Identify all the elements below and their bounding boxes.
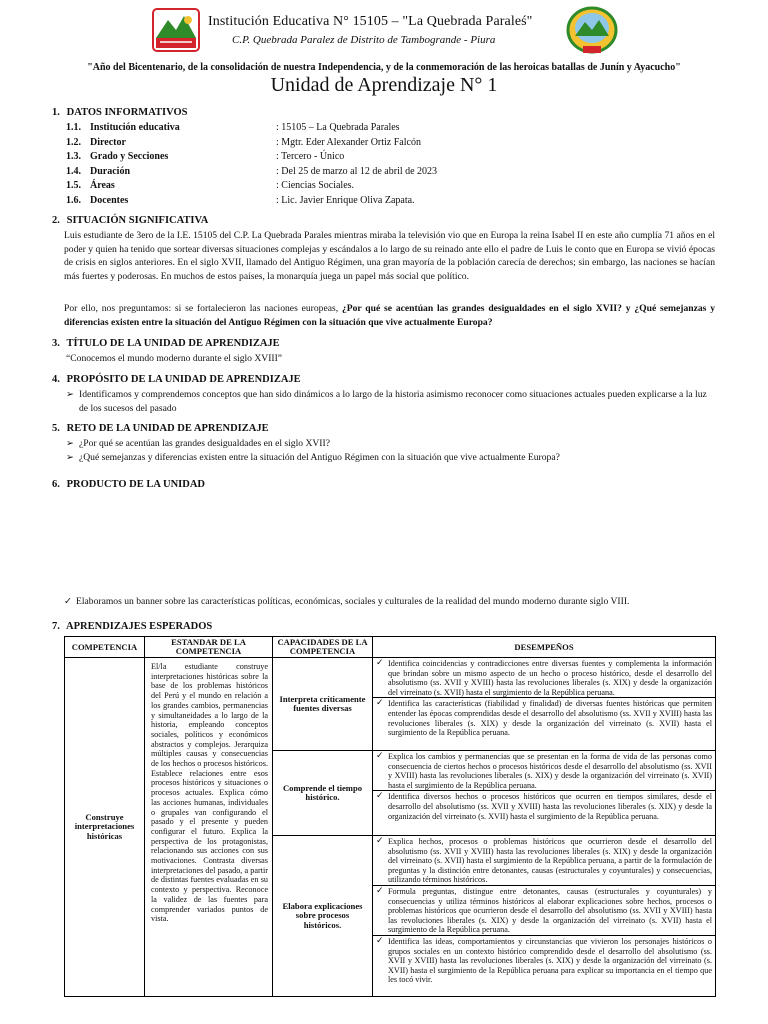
section-4-heading <box>52 374 301 385</box>
desempeno-item <box>373 935 715 985</box>
header-estandar: ESTANDAR DE LA COMPETENCIA <box>145 637 273 658</box>
datos-label: Áreas <box>90 180 115 191</box>
desempeno-text: Identifica diversos hechos o procesos históricos que ocurren en tiempos similares, desde el desarrollo del absolutismo (ss. XVII y XVIII) hasta las revoluciones liberales (s. XIX) y desde la organización del virreinato (s. XVII) hasta el surgimiento de la República peruana. <box>388 792 712 821</box>
header-capacidades: CAPACIDADES DE LA COMPETENCIA <box>273 637 373 658</box>
datos-num: 1.4. <box>66 165 81 177</box>
estandar-cell: El/la estudiante construye interpretaciones históricas sobre la base de los problemas históricos del Perú y el mundo en relación a los grandes cambios, permanencias y simultaneidades a lo largo de la historia, empleando conceptos sociales, políticos y económicos abstractos y complejos. Jerarquiza múltiples causas y consecuencias de los hechos o procesos históricos. Establece relaciones entre esos procesos históricos y situaciones o procesos actuales. Explica cómo las acciones humanas, individuales o grupales van configurando el pasado y el presente y pueden configurar el futuro. Explica la perspectiva de los protagonistas, relacionando sus acciones con sus motivaciones. Contrasta diversas interpretaciones del pasado, a partir de distintas fuentes evaluadas en su contexto y perspectiva. Reconoce la validez de las fuentes para comprender variados puntos de vista. <box>145 658 273 997</box>
section-title: PRODUCTO DE LA UNIDAD <box>66 479 205 490</box>
datos-value: : Mgtr. Eder Alexander Ortiz Falcón <box>276 136 421 148</box>
desempeno-item <box>373 658 715 697</box>
datos-label: Duración <box>90 165 130 177</box>
datos-value: : Tercero - Único <box>276 151 345 162</box>
section-number: 3. <box>52 338 60 349</box>
desempenos-cell <box>373 751 716 836</box>
capacidad-cell: Comprende el tiempo histórico. <box>273 751 373 836</box>
section-6-heading <box>52 479 205 490</box>
datos-value: : Del 25 de marzo al 12 de abril de 2023 <box>276 165 438 177</box>
arrow-bullet-icon: ➢ <box>66 389 75 400</box>
section-number: 4. <box>52 374 60 385</box>
year-motto: "Año del Bicentenario, de la consolidación de nuestra Independencia, y de la conmemoración de las heroicas batallas de Junín y Ayacucho" <box>87 62 681 73</box>
checkmark-icon: ✓ <box>376 750 384 760</box>
desempeno-text: Explica los cambios y permanencias que se presentan en la forma de vida de las personas como consecuencia de ciertos hechos o procesos históricos desde el desarrollo del absolutismo (ss. XVII y XVIII) hasta las revoluciones liberales (s. XIX) y desde la organización del virreinato (s. XVII) hasta el surgimiento de la República peruana. <box>388 752 712 790</box>
desempeno-item <box>373 790 715 821</box>
desempeno-item <box>373 697 715 737</box>
section-3-heading <box>52 338 280 349</box>
datos-value: : Lic. Javier Enrique Oliva Zapata. <box>276 194 415 206</box>
unit-title: Unidad de Aprendizaje N° 1 <box>270 74 498 96</box>
datos-label: Director <box>90 136 126 148</box>
section-title: TÍTULO DE LA UNIDAD DE APRENDIZAJE <box>66 338 280 349</box>
section-7-heading <box>52 621 212 632</box>
proposito-item <box>66 388 716 415</box>
checkmark-icon: ✓ <box>376 884 384 895</box>
right-school-logo <box>565 6 619 56</box>
datos-value: : 15105 – La Quebrada Parales <box>276 122 400 133</box>
left-school-logo <box>152 8 200 52</box>
situacion-questions <box>64 302 715 329</box>
datos-num: 1.6. <box>66 194 81 206</box>
situacion-paragraph: Luis estudiante de 3ero de la I.E. 15105 del C.P. La Quebrada Parales mientras miraba la televisión vio que en Europa la reina Isabel II en este año cumplía 71 años en el poder y quien ha tenido que sortear diversas situaciones complejas y escándalos a lo largo de su reinado ante ello el padre de Luis le conto que en Europa se vivió épocas de crisis en siglos anteriores. En el siglo XVII, llamado del Antiguo Régimen, una gran mayoría de la población carecía de derechos; sin embargo, las naciones se hacían más fuertes y poderosas. En muchos de estos países, la monarquía juega un papel más social que político. <box>64 230 715 282</box>
datos-num: 1.2. <box>66 136 81 148</box>
desempeno-text: Formula preguntas, distingue entre detonantes, causas (estructurales y coyunturales) y consecuencias y utiliza términos históricos al elaborar explicaciones sobre hechos, procesos o problemas históricos que ocurrieron desde el desarrollo del absolutismo (ss. XVII y XVIII) hasta las revoluciones liberales (s. XIX) y desde la organización del virreinato (s. XVII) hasta el surgimiento de la República peruana. <box>388 886 712 935</box>
table-header-row <box>65 637 716 658</box>
proposito-text: Identificamos y comprendemos conceptos que han sido dinámicos a lo largo de la historia asimismo reconocer como situaciones actuales pueden explicarse a la luz de los sucesos del pasado <box>79 389 707 414</box>
checkmark-icon: ✓ <box>376 934 384 945</box>
desempeno-item <box>373 885 715 935</box>
arrow-bullet-icon: ➢ <box>66 438 75 449</box>
aprendizajes-table <box>64 636 716 997</box>
institution-location: C.P. Quebrada Paralez de Distrito de Tambogrande - Piura <box>232 34 496 46</box>
reto-item <box>66 451 716 465</box>
table-row <box>65 658 716 751</box>
section-2-heading <box>52 215 208 226</box>
producto-text: Elaboramos un banner sobre las características políticas, económicas, sociales y culturales de la realidad del mundo moderno durante siglo VIII. <box>76 596 630 607</box>
datos-label: Docentes <box>90 194 129 206</box>
section-title: SITUACIÓN SIGNIFICATIVA <box>66 215 209 226</box>
unit-title-quote: “Conocemos el mundo moderno durante el siglo XVIII” <box>66 353 283 364</box>
datos-num: 1.5. <box>66 180 81 191</box>
producto-item <box>64 595 724 609</box>
institution-title: Institución Educativa N° 15105 – "La Quebrada Paraleś" <box>208 14 533 29</box>
header-desempenos: DESEMPEÑOS <box>373 637 716 658</box>
desempeno-item <box>373 751 715 790</box>
reto-text: ¿Qué semejanzas y diferencias existen entre la situación del Antiguo Régimen con la situación que vive actualmente Europa? <box>79 452 560 463</box>
section-number: 1. <box>52 107 60 118</box>
check-bullet-icon: ✓ <box>64 596 73 607</box>
checkmark-icon: ✓ <box>376 835 384 845</box>
section-number: 2. <box>52 215 60 226</box>
section-number: 7. <box>52 621 60 632</box>
desempeno-text: Explica hechos, procesos o problemas históricos que ocurrieron desde el desarrollo del absolutismo (ss. XVII y XVIII) hasta las revoluciones liberales (s. XIX) y desde la organización del virreinato (s. XVII) hasta el surgimiento de la República peruana, a partir de la formulación de preguntas y la distinción entre detonantes, causas (estructurales y coyunturales) y consecuencias, utilizando términos históricos. <box>388 837 712 885</box>
datos-num: 1.3. <box>66 151 81 162</box>
section-title: PROPÓSITO DE LA UNIDAD DE APRENDIZAJE <box>66 374 301 385</box>
capacidad-cell: Elabora explicaciones sobre procesos históricos. <box>273 836 373 997</box>
reto-item <box>66 437 716 451</box>
section-title: DATOS INFORMATIVOS <box>66 107 188 118</box>
desempeno-text: Identifica coincidencias y contradicciones entre diversas fuentes y complementa la información que brindan sobre un mismo aspecto de un hecho o proceso histórico, desde el desarrollo del absolutismo (ss. XVII y XVIII) hasta las revoluciones liberales (s. XIX) y desde la organización del virreinato (s. XVII) hasta el surgimiento de la República peruana. <box>388 659 712 697</box>
checkmark-icon: ✓ <box>376 790 384 801</box>
desempeno-text: Identifica las ideas, comportamientos y circunstancias que vivieron los personajes históricos o grupos sociales en un contexto histórico comprendido desde el desarrollo del absolutismo (ss. XVII y XVIII) hasta las revoluciones liberales (s. XIX) y desde la organización del virreinato (s. XVII) hasta el surgimiento de la República peruana para explicar su importancia en el tiempo que les tocó vivir. <box>388 936 712 985</box>
datos-value: : Ciencias Sociales. <box>276 180 355 191</box>
capacidad-cell: Interpreta críticamente fuentes diversas <box>273 658 373 751</box>
datos-label: Grado y Secciones <box>90 151 169 162</box>
header-competencia: COMPETENCIA <box>65 637 145 658</box>
reto-text: ¿Por qué se acentúan las grandes desigualdades en el siglo XVII? <box>79 438 330 449</box>
datos-label: Institución educativa <box>90 122 180 133</box>
situacion-bold-questions: ¿Por qué se acentúan las grandes desigualdades en el siglo XVII? y ¿Qué semejanzas y diferencias existen entre la situación del Antiguo Régimen con la situación que vive actualmente Europa? <box>64 303 715 328</box>
checkmark-icon: ✓ <box>376 697 384 708</box>
desempenos-cell <box>373 658 716 751</box>
desempeno-text: Identifica las características (fiabilidad y finalidad) de diversas fuentes históricas que permiten entender las épocas comprendidas desde el desarrollo del absolutismo (ss. XVII y XVIII) hasta las revoluciones liberales (s. XIX) y desde la organización del virreinato (s. XVII) hasta el surgimiento de la República peruana. <box>388 699 712 738</box>
desempeno-item <box>373 836 715 885</box>
section-title: RETO DE LA UNIDAD DE APRENDIZAJE <box>66 423 269 434</box>
section-title: APRENDIZAJES ESPERADOS <box>66 621 213 632</box>
checkmark-icon: ✓ <box>376 657 384 667</box>
section-1-heading <box>52 107 187 118</box>
desempenos-cell <box>373 836 716 997</box>
arrow-bullet-icon: ➢ <box>66 452 75 463</box>
section-number: 5. <box>52 423 60 434</box>
competencia-cell: Construye interpretaciones históricas <box>65 658 145 997</box>
datos-num: 1.1. <box>66 122 81 133</box>
section-number: 6. <box>52 479 60 490</box>
situacion-lead: Por ello, nos preguntamos: si se fortalecieron las naciones europeas, <box>64 303 342 314</box>
section-5-heading <box>52 423 269 434</box>
